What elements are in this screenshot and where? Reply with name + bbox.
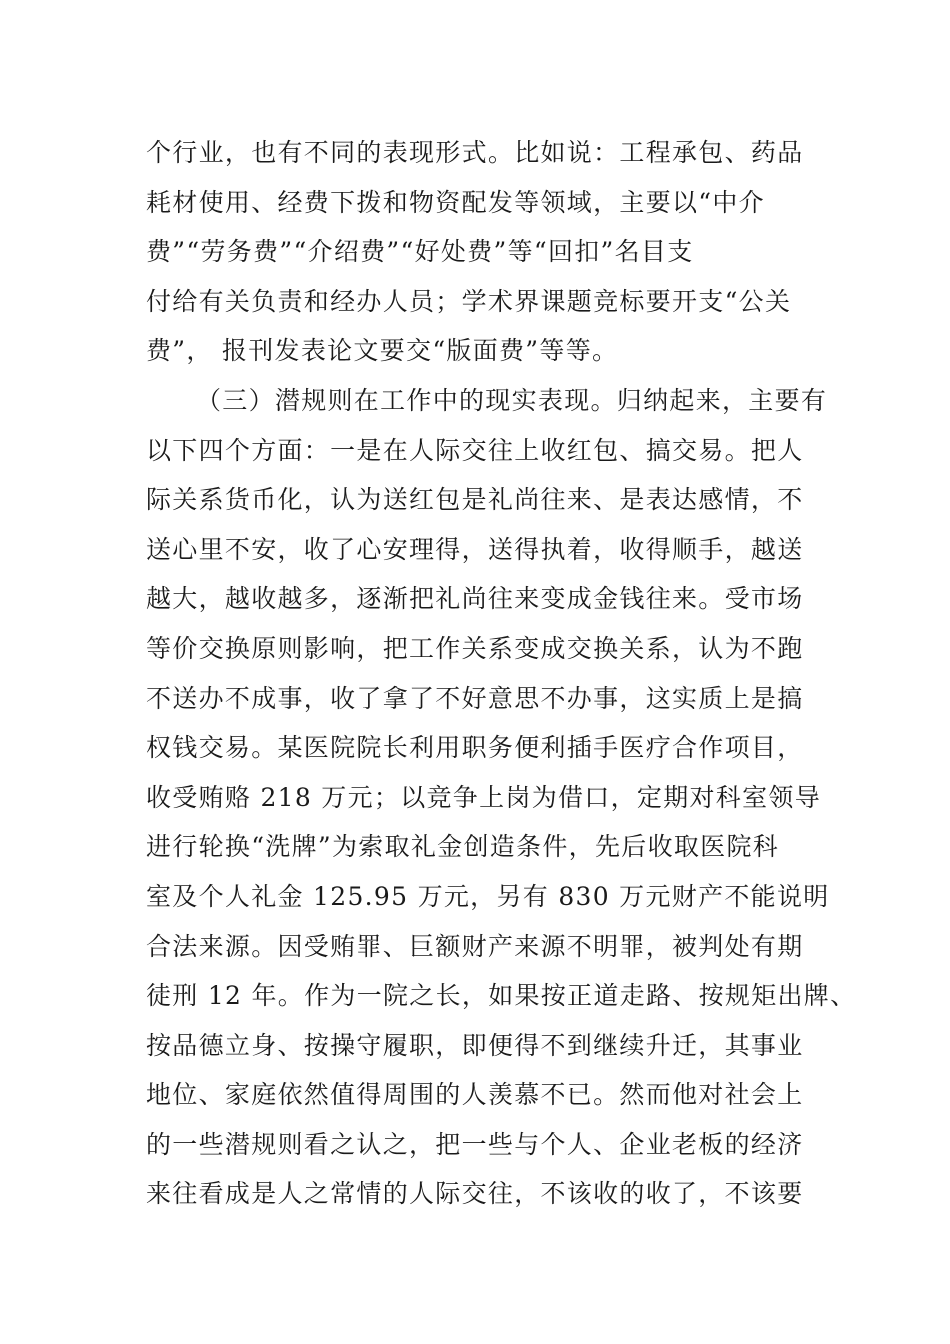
text-line-4: 付给有关负责和经办人员；学术界课题竞标要开支“公关 xyxy=(146,286,792,316)
text-line-5: 费”， 报刊发表论文要交“版面费”等等。 xyxy=(146,336,619,366)
text-line-21: 的一些潜规则看之认之，把一些与个人、企业老板的经济 xyxy=(146,1129,804,1159)
text-line-22: 来往看成是人之常情的人际交往，不该收的收了，不该要 xyxy=(146,1179,804,1209)
text-line-17: 合法来源。因受贿罪、巨额财产来源不明罪，被判处有期 xyxy=(146,931,804,961)
paragraph-heading-line: （三）潜规则在工作中的现实表现。归纳起来，主要有 xyxy=(196,385,828,415)
text-line-14: 收受贿赂 218 万元；以竞争上岗为借口，定期对科室领导 xyxy=(146,782,822,812)
text-line-2: 耗材使用、经费下拨和物资配发等领域，主要以“中介 xyxy=(146,187,765,217)
body-text xyxy=(146,128,857,1219)
text-line-19: 按品德立身、按操守履职，即便得不到继续升迁，其事业 xyxy=(146,1030,804,1060)
text-line-1: 个行业，也有不同的表现形式。比如说：工程承包、药品 xyxy=(146,138,804,167)
text-line-15: 进行轮换“洗牌”为索取礼金创造条件，先后收取医院科 xyxy=(146,832,780,862)
text-line-11: 等价交换原则影响，把工作关系变成交换关系，认为不跑 xyxy=(146,633,804,663)
text-line-16: 室及个人礼金 125.95 万元，另有 830 万元财产不能说明 xyxy=(146,881,830,911)
text-line-20: 地位、家庭依然值得周围的人羡慕不已。然而他对社会上 xyxy=(146,1080,804,1110)
text-line-3: 费”“劳务费”“介绍费”“好处费”等“回扣”名目支 xyxy=(146,237,694,267)
text-line-12: 不送办不成事，收了拿了不好意思不办事，这实质上是搞 xyxy=(146,683,804,713)
text-line-18: 徒刑 12 年。作为一院之长，如果按正道走路、按规矩出牌、 xyxy=(146,981,857,1011)
text-line-7: 以下四个方面：一是在人际交往上收红包、搞交易。把人 xyxy=(146,435,804,465)
text-line-9: 送心里不安，收了心安理得，送得执着，收得顺手，越送 xyxy=(146,534,804,564)
text-line-8: 际关系货币化，认为送红包是礼尚往来、是表达感情，不 xyxy=(146,485,804,515)
text-line-13: 权钱交易。某医院院长利用职务便利插手医疗合作项目， xyxy=(146,733,804,763)
text-line-10: 越大，越收越多，逐渐把礼尚往来变成金钱往来。受市场 xyxy=(146,584,804,614)
